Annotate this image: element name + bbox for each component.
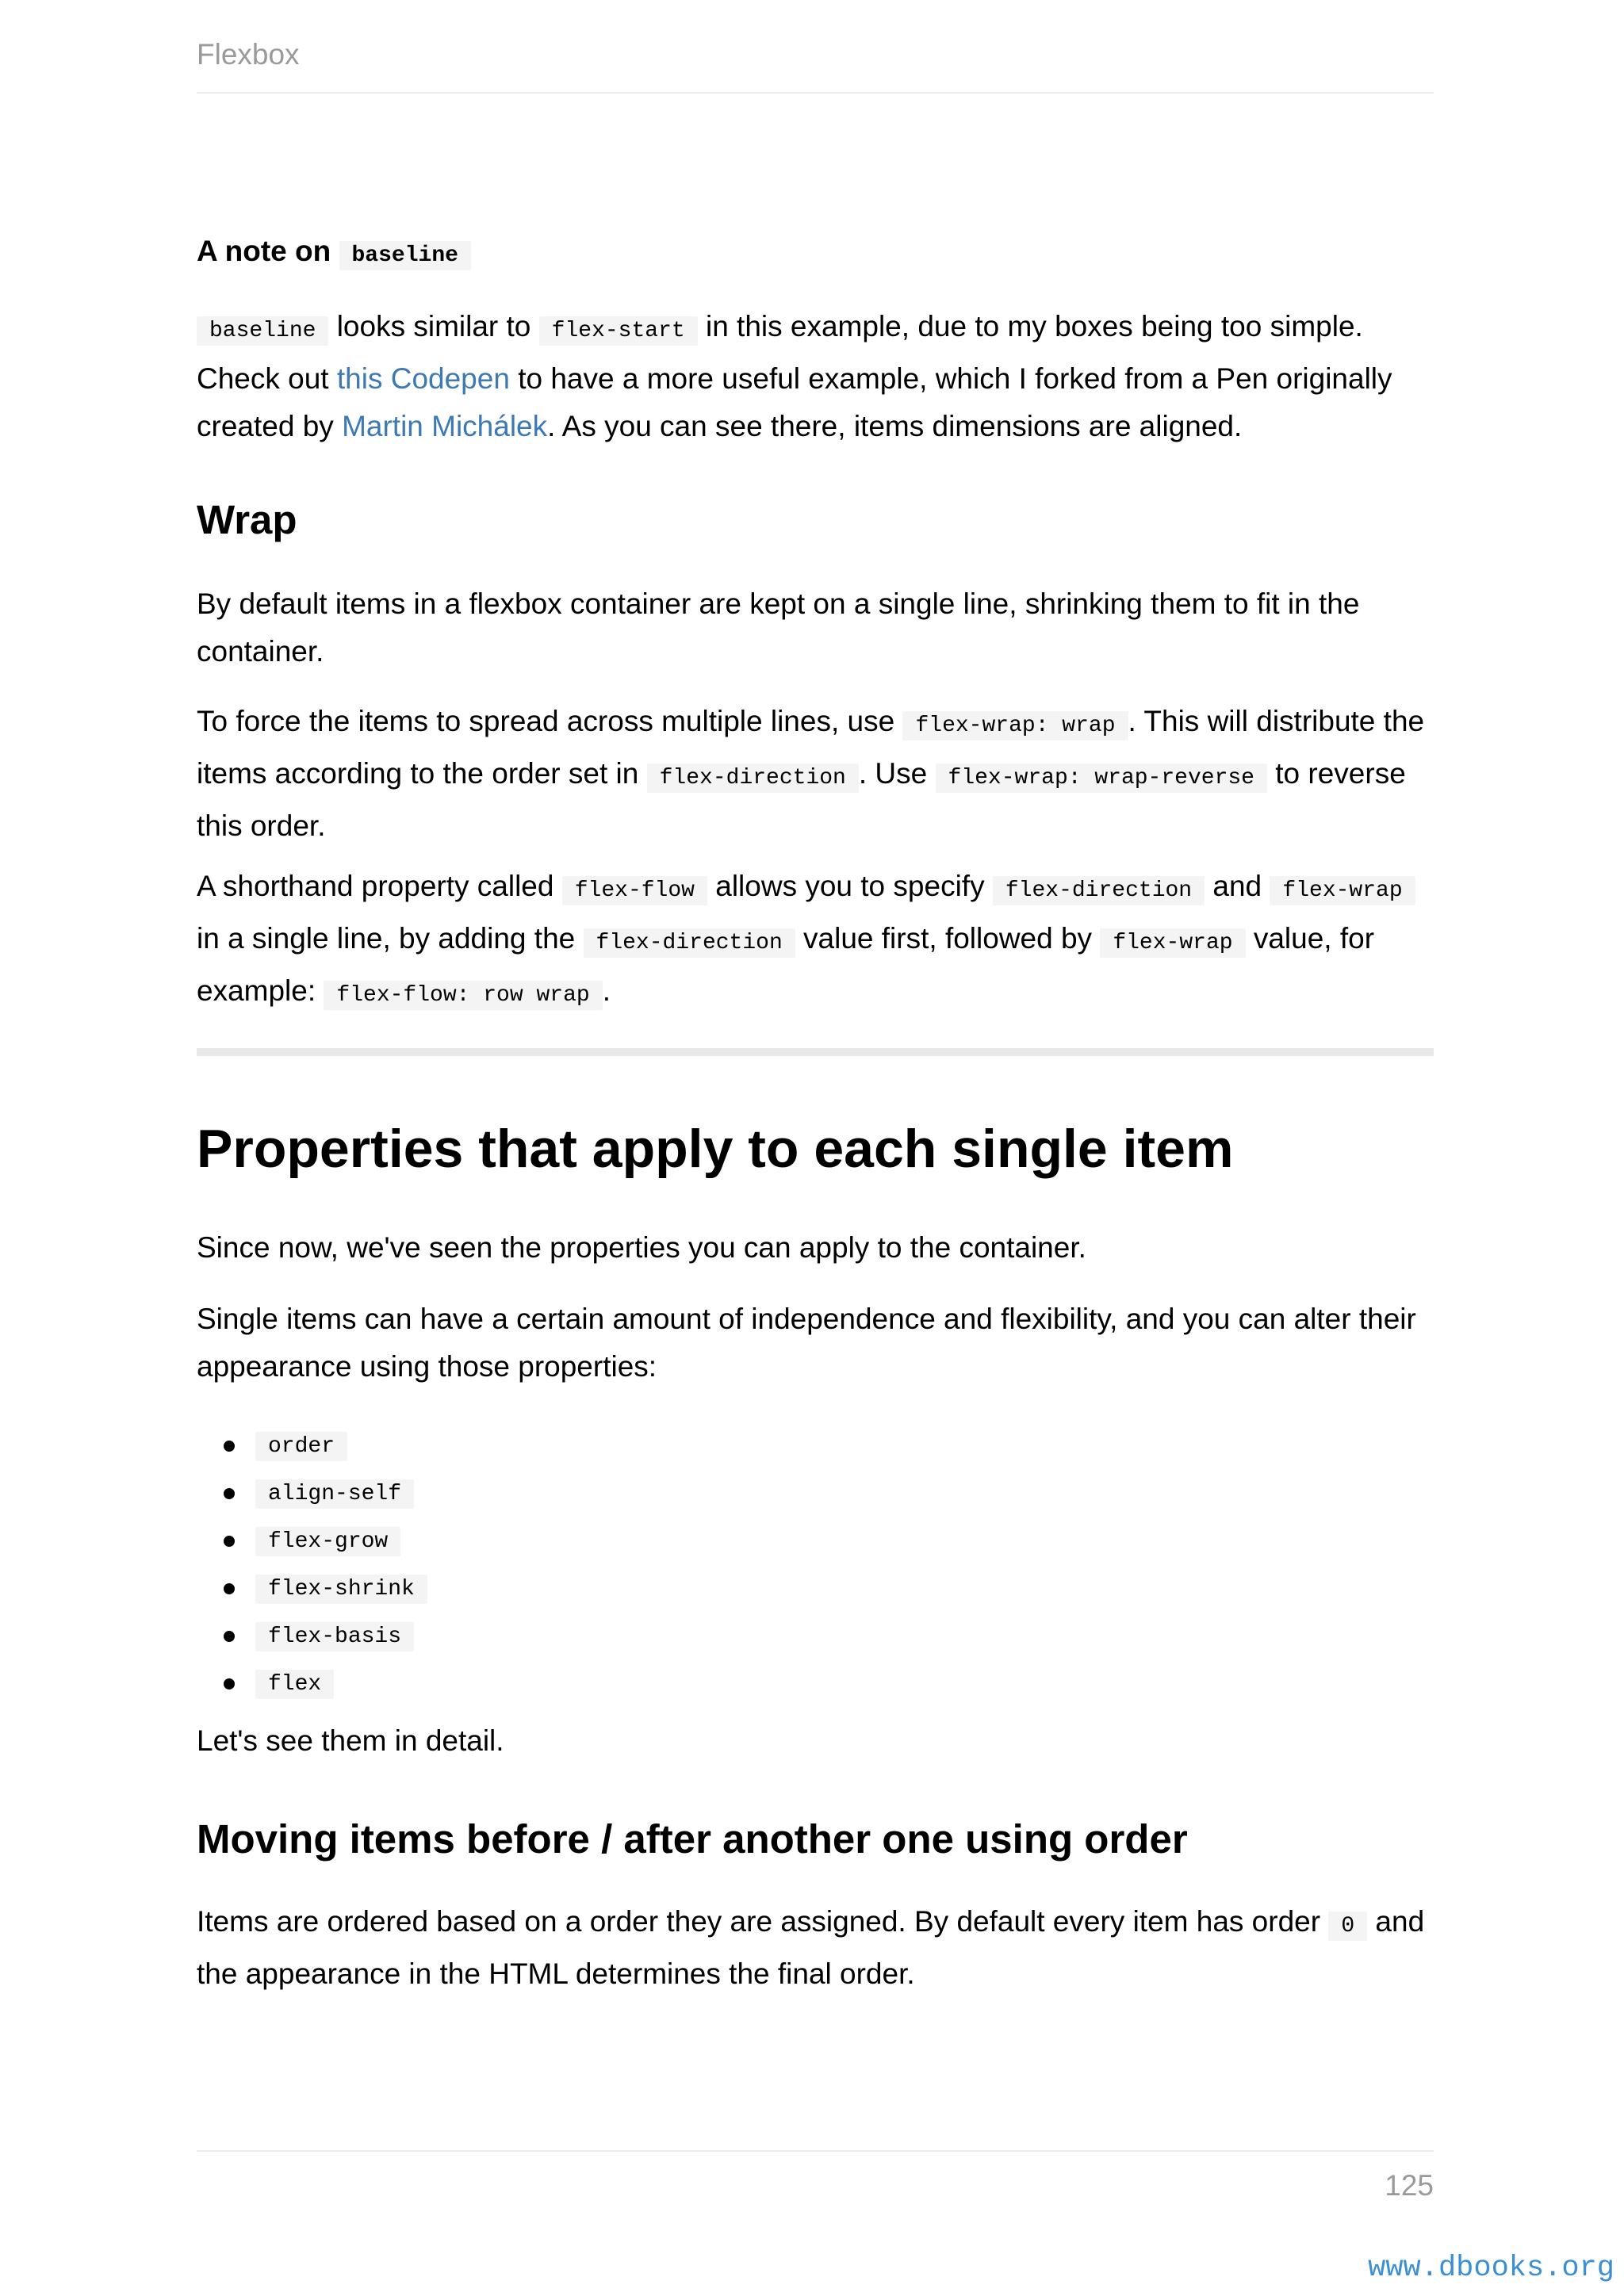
bullet-icon xyxy=(224,1631,235,1642)
list-item xyxy=(197,1518,427,1566)
inline-code: flex-basis xyxy=(255,1622,414,1651)
text-run: . Use xyxy=(858,757,936,790)
header-divider xyxy=(197,92,1434,94)
inline-code: align-self xyxy=(255,1479,414,1509)
text-run: . This will distribute the items according to the order set in xyxy=(197,705,1425,790)
running-header: Flexbox xyxy=(197,38,300,71)
footer-divider xyxy=(197,2150,1434,2152)
text-run: value, for example: xyxy=(197,922,1375,1007)
note-heading-code: baseline xyxy=(339,241,471,270)
text-run: to reverse this order. xyxy=(197,757,1406,842)
inline-code: flex-direction xyxy=(584,928,795,958)
property-list xyxy=(197,1423,427,1709)
text-run: Items are ordered based on a order they are assigned. By default every item has order xyxy=(197,1905,1329,1938)
inline-code: flex-wrap xyxy=(1100,928,1245,958)
inline-code: flex-wrap xyxy=(1270,876,1415,905)
bullet-icon xyxy=(224,1441,235,1452)
list-item xyxy=(197,1661,427,1709)
inline-code: order xyxy=(255,1432,347,1461)
list-item xyxy=(197,1423,427,1471)
text-run: and xyxy=(1205,870,1270,902)
bullet-icon xyxy=(224,1583,235,1594)
text-run: value first, followed by xyxy=(795,922,1101,955)
bullet-icon xyxy=(224,1536,235,1547)
order-paragraph xyxy=(197,1898,1434,1998)
section-paragraph-2: Single items can have a certain amount of independence and flexibility, and you can alter their appearance using those properties: xyxy=(197,1303,1416,1383)
section-divider xyxy=(197,1048,1434,1056)
text-run: and the appearance in the HTML determines the final order. xyxy=(197,1905,1425,1990)
note-heading xyxy=(197,235,471,268)
inline-code: flex xyxy=(255,1670,334,1699)
author-link[interactable]: Martin Michálek xyxy=(342,410,548,442)
text-run: . xyxy=(602,974,611,1007)
note-heading-text: A note on xyxy=(197,235,331,267)
section-paragraph-1: Since now, we've seen the properties you can apply to the container. xyxy=(197,1231,1086,1264)
page-number: 125 xyxy=(1385,2169,1434,2202)
wrap-paragraph-1: By default items in a flexbox container are kept on a single line, shrinking them to fit in the container. xyxy=(197,587,1360,668)
text-run: A shorthand property called xyxy=(197,870,562,902)
text-run: To force the items to spread across multiple lines, use xyxy=(197,705,903,737)
inline-code: flex-flow: row wrap xyxy=(324,981,602,1010)
order-heading: Moving items before / after another one using order xyxy=(197,1816,1188,1862)
inline-code: flex-wrap: wrap-reverse xyxy=(936,763,1267,793)
section-heading: Properties that apply to each single item xyxy=(197,1119,1234,1179)
list-item xyxy=(197,1566,427,1613)
watermark: www.dbooks.org xyxy=(1368,2252,1614,2285)
text-run: . As you can see there, items dimensions are aligned. xyxy=(547,410,1243,442)
inline-code: flex-wrap: wrap xyxy=(902,711,1128,740)
inline-code: 0 xyxy=(1328,1911,1367,1941)
inline-code: flex-grow xyxy=(255,1527,400,1556)
list-item xyxy=(197,1613,427,1661)
text-run: to have a more useful example, which I forked from a Pen originally created by xyxy=(197,362,1392,442)
inline-code: flex-shrink xyxy=(255,1575,427,1604)
inline-code: flex-start xyxy=(539,316,698,346)
text-run: looks similar to xyxy=(328,310,539,342)
bullet-icon xyxy=(224,1488,235,1499)
inline-code: flex-flow xyxy=(562,876,707,905)
inline-code: baseline xyxy=(197,316,328,346)
wrap-heading: Wrap xyxy=(197,497,297,542)
wrap-paragraph-3 xyxy=(197,863,1434,1020)
wrap-paragraph-2 xyxy=(197,698,1434,850)
inline-code: flex-direction xyxy=(647,763,859,793)
bullet-icon xyxy=(224,1678,235,1689)
section-paragraph-3: Let's see them in detail. xyxy=(197,1724,504,1757)
list-item xyxy=(197,1471,427,1518)
codepen-link[interactable]: this Codepen xyxy=(336,362,510,395)
text-run: in a single line, by adding the xyxy=(197,922,584,955)
inline-code: flex-direction xyxy=(993,876,1205,905)
text-run: in this example, due to my boxes being too simple. Check out xyxy=(197,310,1363,395)
text-run: allows you to specify xyxy=(707,870,993,902)
note-paragraph xyxy=(197,303,1434,450)
